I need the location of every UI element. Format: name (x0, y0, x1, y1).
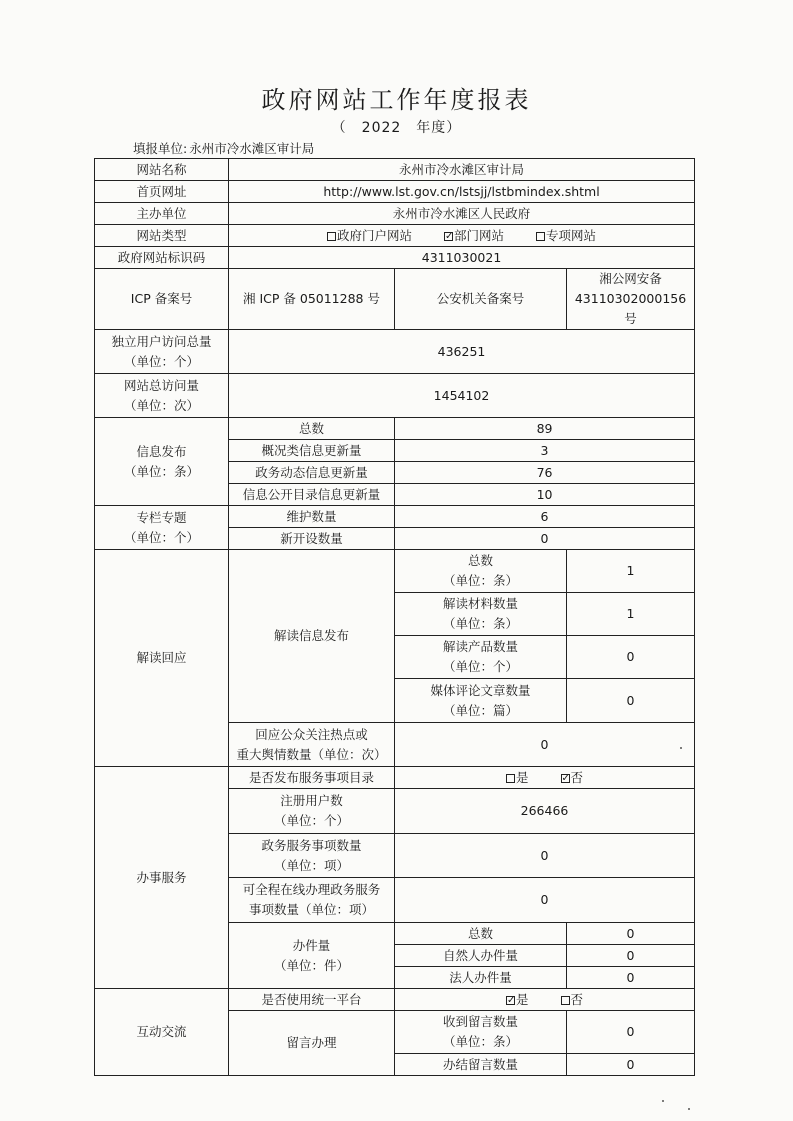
registered-users-value: 266466 (395, 789, 695, 834)
interp-item-label (395, 679, 567, 723)
row-columns-maintained (95, 506, 695, 528)
service-items-label-line-1: 政务服务事项数量 (261, 837, 362, 853)
response-label-line-1: 回应公众关注热点或 (255, 726, 368, 742)
site-id-value: 4311030021 (229, 247, 695, 269)
info-item-value: 76 (395, 462, 695, 484)
interp-item-label-line-1: 解读产品数量 (442, 639, 518, 654)
checked-checkbox-icon (561, 774, 570, 783)
host-label: 主办单位 (95, 203, 229, 225)
case-item-label: 自然人办件量 (395, 945, 567, 967)
info-publish-label-line-2: （单位：条） (123, 463, 199, 479)
platform-label: 是否使用统一平台 (229, 989, 395, 1011)
page-views-label (95, 374, 229, 418)
scan-speck (680, 747, 682, 749)
row-site-name (95, 159, 695, 181)
filing-unit-value: 永州市冷水滩区审计局 (189, 141, 315, 156)
info-item-value: 89 (395, 418, 695, 440)
row-host (95, 203, 695, 225)
interp-item-value: 1 (567, 593, 695, 636)
info-item-label: 政务动态信息更新量 (229, 462, 395, 484)
site-name-label: 网站名称 (95, 159, 229, 181)
services-label: 办事服务 (95, 767, 229, 989)
page-views-label-line-2: （单位：次） (123, 397, 199, 413)
row-page-views (95, 374, 695, 418)
police-value-line-2: 43110302000156 号 (574, 291, 687, 326)
interp-item-label-line-1: 媒体评论文章数量 (430, 682, 531, 698)
site-name-value: 永州市冷水滩区审计局 (229, 159, 695, 181)
messages-done-value: 0 (567, 1054, 695, 1076)
messages-received-label (395, 1011, 567, 1054)
checkbox-icon (536, 232, 545, 241)
case-item-label: 总数 (395, 923, 567, 945)
interp-item-label-line-2: （单位：个） (442, 659, 518, 674)
case-item-value: 0 (567, 945, 695, 967)
case-item-label: 法人办件量 (395, 967, 567, 989)
police-label: 公安机关备案号 (395, 269, 567, 330)
interp-item-value: 1 (567, 550, 695, 593)
site-type-option-label: 政府门户网站 (337, 227, 413, 243)
option-label: 是 (516, 769, 529, 785)
checked-checkbox-icon (444, 232, 453, 241)
report-title: 政府网站工作年度报表 (261, 86, 532, 114)
filing-unit (131, 139, 314, 157)
site-type-option-department (444, 228, 504, 243)
info-publish-label-line-1: 信息发布 (136, 443, 187, 459)
site-type-label: 网站类型 (95, 225, 229, 247)
unique-visitors-value: 436251 (229, 330, 695, 374)
row-icp (95, 269, 695, 330)
online-items-label (229, 878, 395, 923)
interp-item-label (395, 636, 567, 679)
row-interp-total (95, 550, 695, 593)
cases-label (229, 923, 395, 989)
case-item-value: 0 (567, 923, 695, 945)
interp-item-label-line-2: （单位：篇） (442, 702, 518, 718)
checkbox-icon (327, 232, 336, 241)
site-type-option-label: 专项网站 (546, 227, 597, 243)
messages-received-value: 0 (567, 1011, 695, 1054)
service-items-value: 0 (395, 834, 695, 878)
icp-value: 湘 ICP 备 05011288 号 (229, 269, 395, 330)
row-unique-visitors (95, 330, 695, 374)
columns-item-label: 维护数量 (229, 506, 395, 528)
homepage-value: http://www.lst.gov.cn/lstsjj/lstbmindex.shtml (229, 181, 695, 203)
service-items-label-line-2: （单位：项） (273, 857, 349, 873)
info-item-label: 总数 (229, 418, 395, 440)
registered-users-label (229, 789, 395, 834)
columns-label-line-2: （单位：个） (123, 529, 199, 545)
messages-received-label-line-2: （单位：条） (442, 1034, 518, 1049)
unique-visitors-label-line-1: 独立用户访问总量 (111, 333, 212, 349)
service-catalog-yes (506, 770, 529, 785)
registered-users-label-line-1: 注册用户数 (280, 793, 343, 808)
online-items-value: 0 (395, 878, 695, 923)
info-item-label: 概况类信息更新量 (229, 440, 395, 462)
platform-options (395, 989, 695, 1011)
interp-item-value: 0 (567, 679, 695, 723)
interp-item-value: 0 (567, 636, 695, 679)
case-item-value: 0 (567, 967, 695, 989)
scan-speck (662, 1100, 664, 1102)
unique-visitors-label (95, 330, 229, 374)
police-value-line-1: 湘公网安备 (599, 271, 662, 286)
columns-label-line-1: 专栏专题 (136, 509, 187, 525)
icp-label: ICP 备案号 (95, 269, 229, 330)
columns-item-value: 0 (395, 528, 695, 550)
registered-users-label-line-2: （单位：个） (273, 813, 349, 828)
response-value: 0 (395, 723, 695, 767)
interp-item-label-line-1: 解读材料数量 (442, 596, 518, 611)
checked-checkbox-icon (506, 996, 515, 1005)
service-items-label (229, 834, 395, 878)
row-unified-platform (95, 989, 695, 1011)
service-catalog-options (395, 767, 695, 789)
columns-item-label: 新开设数量 (229, 528, 395, 550)
row-homepage (95, 181, 695, 203)
option-label: 否 (570, 769, 584, 785)
homepage-label: 首页网址 (95, 181, 229, 203)
site-type-options (229, 225, 695, 247)
site-type-option-special (536, 228, 596, 243)
messages-done-label: 办结留言数量 (395, 1054, 567, 1076)
platform-no (561, 992, 584, 1007)
service-catalog-no (561, 770, 584, 785)
filing-unit-label: 填报单位: (133, 141, 188, 156)
row-info-total (95, 418, 695, 440)
messages-label: 留言办理 (229, 1011, 395, 1076)
online-items-label-line-1: 可全程在线办理政务服务 (242, 882, 381, 897)
unique-visitors-label-line-2: （单位：个） (123, 353, 199, 369)
response-label-line-2: 重大舆情数量（单位：次） (236, 746, 387, 762)
interpretation-sub-label: 解读信息发布 (229, 550, 395, 723)
site-type-option-portal (327, 228, 412, 243)
site-id-label: 政府网站标识码 (95, 247, 229, 269)
option-label: 否 (570, 991, 584, 1007)
info-item-value: 3 (395, 440, 695, 462)
cases-label-line-2: （单位：件） (273, 957, 349, 973)
interaction-label: 互动交流 (95, 989, 229, 1076)
messages-received-label-line-1: 收到留言数量 (442, 1014, 518, 1029)
online-items-label-line-2: 事项数量（单位：项） (248, 902, 374, 917)
platform-yes (506, 992, 529, 1007)
report-year: （ 2022 年度） (331, 120, 462, 136)
option-label: 是 (516, 991, 529, 1007)
interp-item-label (395, 550, 567, 593)
info-publish-label (95, 418, 229, 506)
page-views-value: 1454102 (229, 374, 695, 418)
interp-item-label-line-1: 总数 (467, 553, 493, 568)
info-item-label: 信息公开目录信息更新量 (229, 484, 395, 506)
service-catalog-label: 是否发布服务事项目录 (229, 767, 395, 789)
report-table (94, 158, 695, 1076)
site-type-option-label: 部门网站 (454, 227, 505, 243)
police-value (567, 269, 695, 330)
checkbox-icon (506, 774, 515, 783)
response-label (229, 723, 395, 767)
scan-speck (688, 1108, 690, 1110)
host-value: 永州市冷水滩区人民政府 (229, 203, 695, 225)
info-item-value: 10 (395, 484, 695, 506)
interp-item-label (395, 593, 567, 636)
columns-item-value: 6 (395, 506, 695, 528)
interp-item-label-line-2: （单位：条） (442, 616, 518, 631)
page-views-label-line-1: 网站总访问量 (123, 377, 199, 393)
interpretation-label: 解读回应 (95, 550, 229, 767)
row-site-type (95, 225, 695, 247)
interp-item-label-line-2: （单位：条） (442, 573, 518, 588)
columns-label (95, 506, 229, 550)
row-site-id (95, 247, 695, 269)
checkbox-icon (561, 996, 570, 1005)
row-service-catalog (95, 767, 695, 789)
cases-label-line-1: 办件量 (292, 937, 331, 953)
